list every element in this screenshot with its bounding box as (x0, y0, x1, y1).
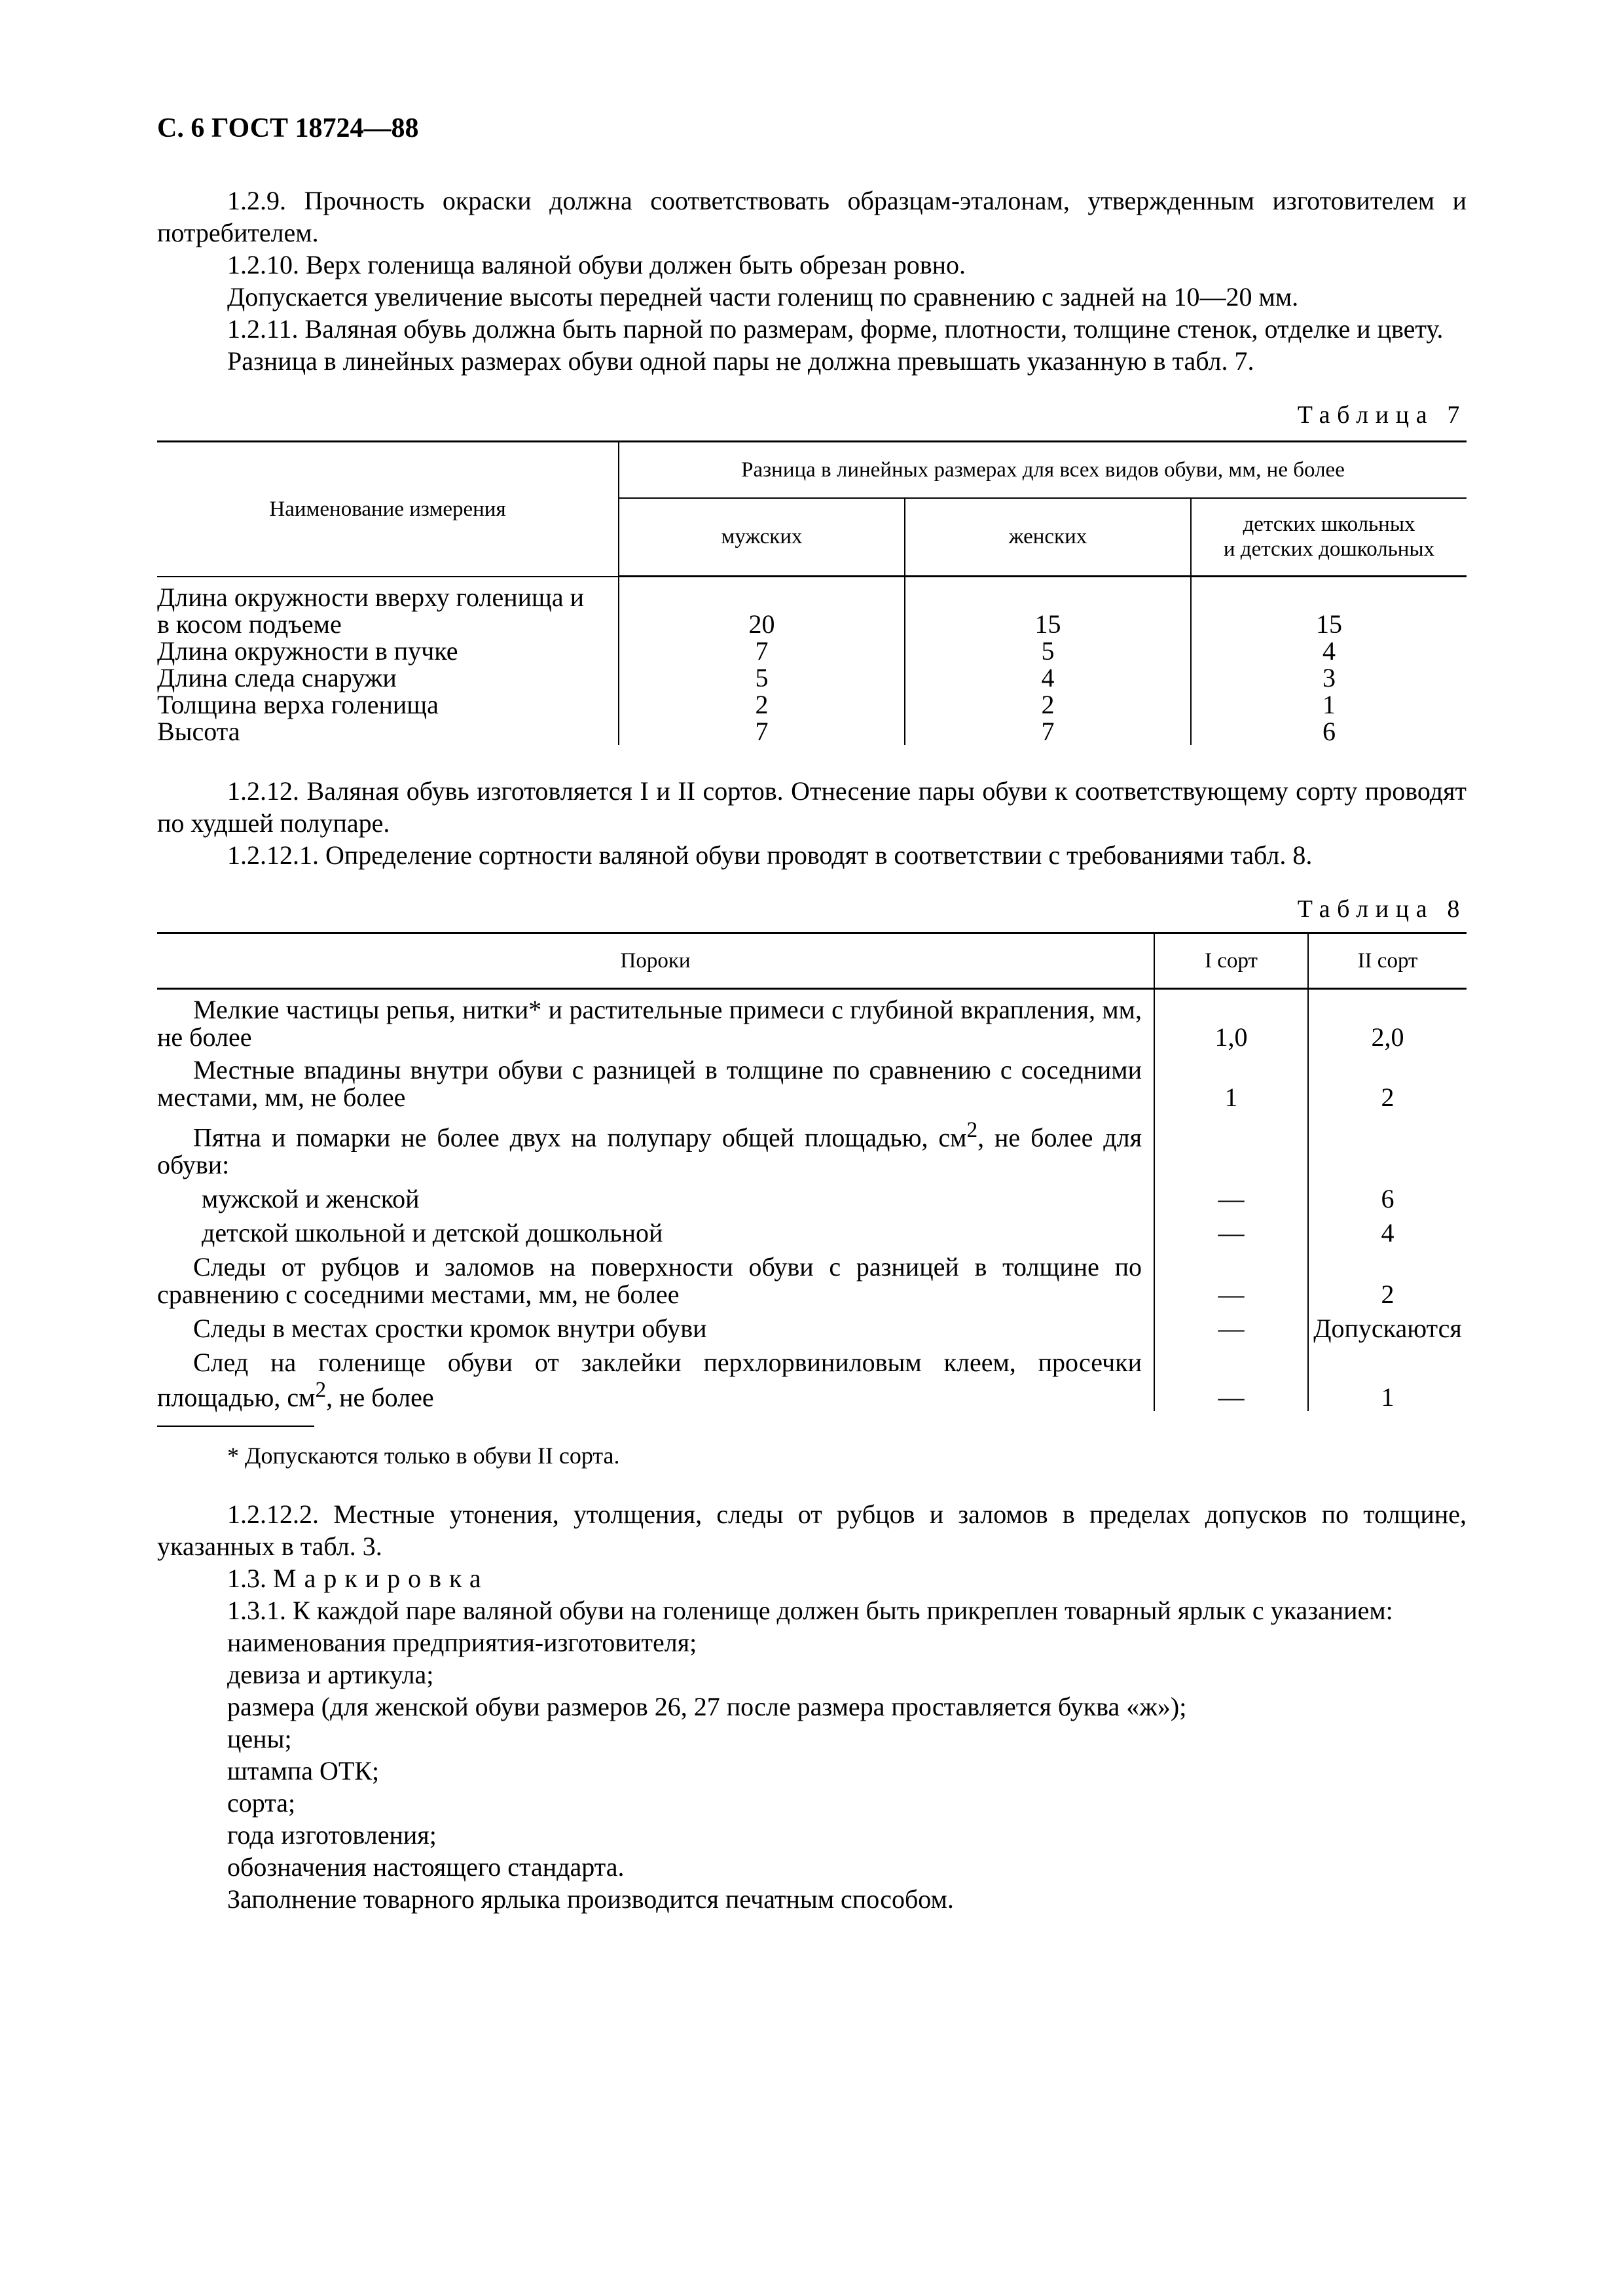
superscript: 2 (966, 1117, 978, 1142)
document-body (157, 185, 1467, 1915)
table-8-cell: 1,0 (1154, 988, 1308, 1051)
table-8-cell: 1 (1381, 1382, 1395, 1412)
paragraph-1-2-10-b: Допускается увеличение высоты передней части голенищ по сравнению с задней на 10—20 мм. (227, 282, 1299, 312)
table-8-cell: — (1154, 1342, 1308, 1411)
table-8-defect: мужской и женской (157, 1179, 1154, 1213)
paragraph-final: Заполнение товарного ярлыка производится печатным способом. (227, 1884, 954, 1914)
table-7-cell: 2 (905, 691, 1191, 718)
table-8-defect (157, 1342, 1154, 1411)
table-row (157, 718, 1467, 745)
table-8-col-grade-1: I сорт (1154, 933, 1308, 988)
table-row (157, 664, 1467, 691)
table-7-cell: 15 (905, 577, 1191, 637)
table-8-defect (157, 1111, 1154, 1179)
marking-list (157, 1626, 1467, 1915)
table-7-col-women: женских (905, 498, 1191, 577)
table-8-cell: 2 (1381, 1279, 1395, 1309)
table-row (157, 1111, 1467, 1179)
table-7-row-name: Длина окружности в пучке (157, 637, 619, 664)
table-8-defect-text: , не более для обуви: (157, 1122, 1142, 1179)
list-item: года изготовления; (227, 1820, 437, 1850)
table-8 (157, 932, 1467, 1412)
table-8-defect-text: Пятна и помарки не более двух на полупару общей площадью, см (193, 1122, 967, 1152)
table-8-defect: Мелкие частицы репья, нитки* и растительные примеси с глубиной вкрапления, мм, не более (157, 988, 1154, 1051)
table-7-row-name (157, 577, 619, 637)
table-7-cell: 15 (1316, 609, 1342, 639)
table-row (157, 577, 1467, 637)
table-7-caption: Таблица 7 (1297, 401, 1467, 429)
table-8-col-defects: Пороки (157, 933, 1154, 988)
table-7-col-name: Наименование измерения (157, 442, 619, 577)
table-7-row-name-line-1: Длина окружности вверху голенища и (157, 582, 585, 612)
table-row (157, 1247, 1467, 1308)
table-7-col-children-line-2: и детских дошкольных (1223, 537, 1435, 562)
table-row (157, 637, 1467, 664)
table-7-col-children-line-1: детских школьных (1243, 512, 1415, 537)
table-8-cell (1308, 1111, 1467, 1179)
table-7-cell: 4 (1322, 636, 1336, 666)
paragraph-1-2-12: 1.2.12. Валяная обувь изготовляется I и II сортов. Отнесение пары обуви к соответствующему сорту проводят по худшей полупаре. (157, 776, 1467, 838)
paragraph-1-2-11-b: Разница в линейных размерах обуви одной пары не должна превышать указанную в табл. 7. (227, 346, 1254, 376)
table-8-defect: Следы в местах сростки кромок внутри обуви (157, 1308, 1154, 1342)
paragraph-1-2-12-2: 1.2.12.2. Местные утонения, утолщения, следы от рубцов и заломов в пределах допусков по толщине, указанных в табл. 3. (157, 1499, 1467, 1562)
table-7-cell: 7 (905, 718, 1191, 745)
table-8-defect-text: След на голенище обуви от заклейки перхлорвиниловым клеем, просечки площадью, см (157, 1347, 1142, 1412)
list-item: сорта; (227, 1788, 296, 1818)
table-7-cell: 5 (905, 637, 1191, 664)
table-7-cell: 1 (1322, 689, 1336, 719)
table-7-col-men: мужских (619, 498, 905, 577)
list-item: девиза и артикула; (227, 1660, 434, 1690)
table-8-defect: детской школьной и детской дошкольной (157, 1213, 1154, 1247)
table-7-group-header: Разница в линейных размерах для всех видов обуви, мм, не более (619, 442, 1467, 498)
list-item: наименования предприятия-изготовителя; (227, 1628, 697, 1658)
table-row (157, 1213, 1467, 1247)
table-7-row-name: Высота (157, 718, 619, 745)
section-number: 1.3. (227, 1564, 266, 1594)
superscript: 2 (315, 1377, 327, 1402)
table-8-cell: 1 (1154, 1051, 1308, 1111)
table-row (157, 1051, 1467, 1111)
footnote-divider (157, 1426, 314, 1427)
table-8-cell (1154, 1111, 1308, 1179)
table-7-cell: 7 (619, 718, 905, 745)
table-8-caption: Таблица 8 (1297, 895, 1467, 923)
table-7-col-children (1191, 498, 1467, 577)
table-8-cell: 4 (1381, 1217, 1395, 1247)
paragraph-1-3-1: 1.3.1. К каждой паре валяной обуви на голенище должен быть прикреплен товарный ярлык с указанием: (227, 1596, 1393, 1626)
paragraph-1-2-11: 1.2.11. Валяная обувь должна быть парной по размерам, форме, плотности, толщине стенок, отделке и цвету. (227, 314, 1444, 344)
table-7-cell: 5 (619, 664, 905, 691)
table-8-defect-text: , не более (326, 1382, 434, 1412)
table-7-cell: 3 (1322, 662, 1336, 692)
table-8-cell: 6 (1381, 1183, 1395, 1213)
paragraph-1-2-12-1: 1.2.12.1. Определение сортности валяной обуви проводят в соответствии с требованиями табл. 8. (227, 840, 1313, 870)
paragraph-1-2-10: 1.2.10. Верх голенища валяной обуви должен быть обрезан ровно. (227, 250, 966, 279)
table-7-row-name: Толщина верха голенища (157, 691, 619, 718)
table-8-col-grade-2: II сорт (1308, 933, 1467, 988)
list-item: размера (для женской обуви размеров 26, 27 после размера проставляется буква «ж»); (227, 1692, 1187, 1722)
table-7-cell: 4 (905, 664, 1191, 691)
table-8-cell: — (1154, 1179, 1308, 1213)
list-item: обозначения настоящего стандарта. (227, 1852, 625, 1882)
table-8-defect: Местные впадины внутри обуви с разницей в толщине по сравнению с соседними местами, мм, не более (157, 1051, 1154, 1111)
list-item: штампа ОТК; (227, 1756, 380, 1786)
footnote: * Допускаются только в обуви II сорта. (227, 1443, 620, 1469)
section-title: Маркировка (273, 1564, 489, 1594)
table-8-cell: Допускаются (1313, 1313, 1462, 1343)
table-8-cell: 2 (1381, 1082, 1395, 1112)
table-7-cell: 20 (619, 577, 905, 637)
paragraph-1-2-9: 1.2.9. Прочность окраски должна соответствовать образцам-эталонам, утвержденным изготовителем и потребителем. (157, 186, 1467, 247)
table-row (157, 1308, 1467, 1342)
section-1-3-heading (157, 1562, 1467, 1594)
table-7-row-name: Длина следа снаружи (157, 664, 619, 691)
table-7-cell: 7 (619, 637, 905, 664)
table-row (157, 1179, 1467, 1213)
list-item: цены; (227, 1724, 292, 1754)
table-8-cell: 2,0 (1371, 1022, 1404, 1052)
table-8-cell: — (1154, 1247, 1308, 1308)
table-7-cell: 6 (1322, 716, 1336, 746)
table-8-cell: — (1154, 1308, 1308, 1342)
table-row (157, 1342, 1467, 1411)
table-row (157, 691, 1467, 718)
page-header: С. 6 ГОСТ 18724—88 (157, 113, 419, 143)
table-row (157, 988, 1467, 1051)
table-8-defect: Следы от рубцов и заломов на поверхности обуви с разницей в толщине по сравнению с соседними местами, мм, не более (157, 1247, 1154, 1308)
table-7-cell: 2 (619, 691, 905, 718)
table-7 (157, 440, 1467, 745)
table-8-cell: — (1154, 1213, 1308, 1247)
table-7-row-name-line-2: в косом подъеме (157, 609, 342, 639)
